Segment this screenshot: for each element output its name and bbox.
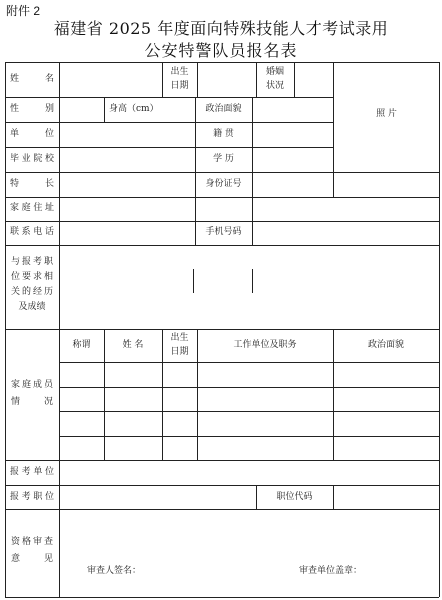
family-col-birth-2: 日期 <box>170 347 189 357</box>
political-status-label: 政治面貌 <box>205 104 242 114</box>
position-code-label: 职位代码 <box>276 492 313 502</box>
review-label-2: 意 见 <box>11 554 53 564</box>
reviewer-signature-label: 审查人签名： <box>87 566 142 576</box>
employer-label: 单 位 <box>10 129 54 139</box>
grid-line-v <box>104 97 105 122</box>
family-col-political: 政治面貌 <box>367 340 404 350</box>
native-place-label: 籍 贯 <box>213 129 234 139</box>
review-label: 资格审查 <box>11 537 53 547</box>
grid-line-v <box>195 97 196 221</box>
grid-line-v <box>59 62 60 597</box>
height-label: 身高（cm） <box>109 104 159 114</box>
grid-line-v <box>252 97 253 221</box>
family-col-birth: 出生 <box>170 333 189 343</box>
grid-line-h <box>5 62 439 63</box>
specialty-label: 特 长 <box>10 179 54 189</box>
address-label: 家庭住址 <box>10 203 54 213</box>
grid-line-h <box>5 509 439 510</box>
grid-line-h <box>5 597 439 598</box>
apply-unit-label: 报考单位 <box>10 467 54 477</box>
mobile-label: 手机号码 <box>205 227 242 237</box>
grid-line-h <box>5 329 439 330</box>
grid-line-v <box>439 62 440 597</box>
grid-line-h <box>5 485 439 486</box>
grid-line-v <box>333 485 334 509</box>
grid-line-v <box>193 269 194 293</box>
photo-label: 照 片 <box>376 109 397 119</box>
grid-line-h <box>59 387 439 388</box>
grid-line-v <box>197 62 198 97</box>
grid-line-h <box>59 411 439 412</box>
grid-line-h <box>5 197 439 198</box>
grid-line-h <box>5 122 333 123</box>
gender-label: 性 别 <box>10 104 54 114</box>
education-label: 学 历 <box>213 154 234 164</box>
grid-line-v <box>294 62 295 97</box>
grid-line-h <box>5 221 439 222</box>
grid-line-h <box>59 436 439 437</box>
marital-status-label-2: 状况 <box>265 81 284 91</box>
grid-line-h <box>59 362 439 363</box>
grid-line-h <box>5 172 439 173</box>
grid-line-v <box>333 62 334 197</box>
experience-label-1: 与报考职 <box>11 257 53 267</box>
registration-form <box>5 62 439 597</box>
form-title-line-1: 福建省 2025 年度面向特殊技能人才考试录用 <box>53 19 389 38</box>
grid-line-h <box>5 147 333 148</box>
grid-line-v <box>252 221 253 245</box>
experience-label-4: 及成绩 <box>18 302 46 312</box>
family-col-relation: 称谓 <box>72 340 91 350</box>
family-members-label-2: 情 况 <box>11 397 53 407</box>
family-col-work: 工作单位及职务 <box>233 340 297 350</box>
experience-label-3: 关的经历 <box>11 287 53 297</box>
birth-date-label: 出生 <box>170 67 189 77</box>
apply-position-label: 报考职位 <box>10 492 54 502</box>
family-col-name: 姓 名 <box>122 340 144 350</box>
id-number-label: 身份证号 <box>205 179 242 189</box>
marital-status-label: 婚姻 <box>265 67 284 77</box>
attachment-label: 附件 2 <box>6 4 41 18</box>
grid-line-v <box>5 62 6 597</box>
birth-date-label-2: 日期 <box>170 81 189 91</box>
family-members-label: 家庭成员 <box>11 380 53 390</box>
phone-label: 联系电话 <box>10 227 54 237</box>
school-label: 毕业院校 <box>10 154 54 164</box>
form-title-line-2: 公安特警队员报名表 <box>144 41 298 60</box>
grid-line-v <box>252 269 253 293</box>
name-label: 姓 名 <box>10 74 54 84</box>
grid-line-h <box>5 460 439 461</box>
grid-line-h <box>5 97 333 98</box>
experience-label-2: 位要求相 <box>11 272 53 282</box>
unit-seal-label: 审查单位盖章： <box>299 566 363 576</box>
grid-line-h <box>5 245 439 246</box>
